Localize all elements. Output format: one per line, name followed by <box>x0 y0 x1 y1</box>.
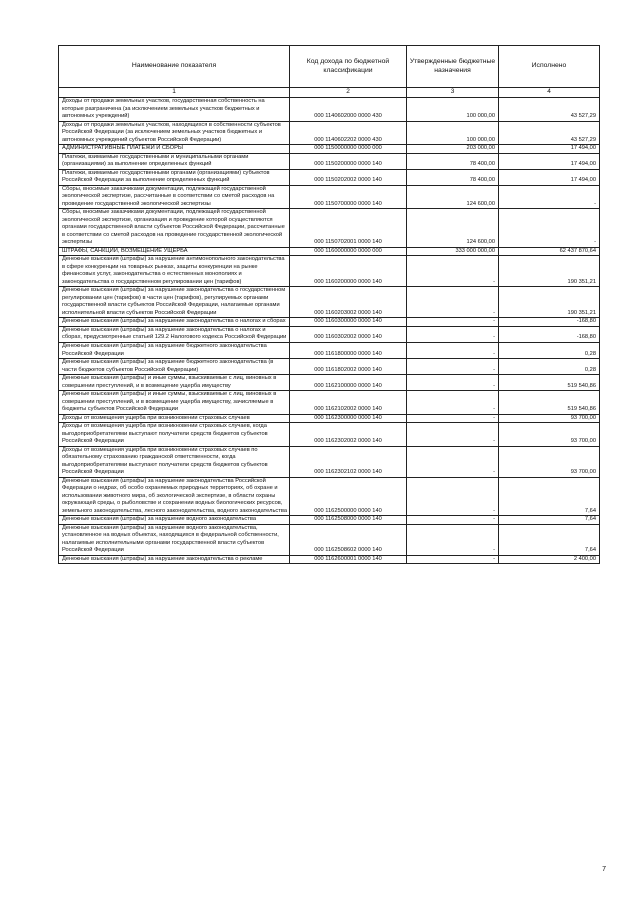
row-executed-cell: 93 700,00 <box>499 446 600 477</box>
row-code-cell: 000 1140602000 0000 430 <box>290 98 407 122</box>
column-number: 4 <box>499 88 600 98</box>
row-name-cell: Доходы от возмещения ущерба при возникновении страховых случаев <box>59 414 290 423</box>
table-row <box>59 446 600 477</box>
table-row <box>59 359 600 375</box>
row-approved-cell: - <box>407 524 499 555</box>
table-row <box>59 516 600 525</box>
header-indicator-name: Наименование показателя <box>59 46 290 88</box>
row-approved-cell: 124 600,00 <box>407 209 499 248</box>
table-row <box>59 256 600 287</box>
row-name-cell: Денежные взыскания (штрафы) за нарушение бюджетного законодательства (в части бюджетов субъектов Российской Федерации) <box>59 359 290 375</box>
row-executed-cell: - <box>499 185 600 209</box>
table-row <box>59 98 600 122</box>
row-code-cell: 000 1161800000 0000 140 <box>290 342 407 358</box>
row-approved-cell: - <box>407 555 499 564</box>
row-code-cell: 000 1140602202 0000 430 <box>290 121 407 145</box>
row-name-cell: Платежи, взимаемые государственными и муниципальными органами (организациями) за выполнение определенных функций <box>59 153 290 169</box>
row-code-cell: 000 1162100000 0000 140 <box>290 375 407 391</box>
table-row <box>59 326 600 342</box>
row-approved-cell: - <box>407 375 499 391</box>
row-executed-cell: 17 494,00 <box>499 169 600 185</box>
row-name-cell: Доходы от продажи земельных участков, государственная собственность на которые разграничена (за исключением земельных участков бюджетных и автономных учреждений) <box>59 98 290 122</box>
row-code-cell: 000 1150702001 0000 140 <box>290 209 407 248</box>
row-approved-cell: - <box>407 516 499 525</box>
row-name-cell: Сборы, вносимые заказчиками документации, подлежащей государственной экологической экспертизе, организация и проведение которой осуществляются органами государственной власти субъектов Российской Федерации, рассчитанные в соответствии со сметой расходов на проведение государственной экологической экспертизы <box>59 209 290 248</box>
row-code-cell: 000 1162508602 0000 140 <box>290 524 407 555</box>
row-code-cell: 000 1150000000 0000 000 <box>290 145 407 154</box>
row-executed-cell: 2 400,00 <box>499 555 600 564</box>
revenue-table <box>58 45 600 564</box>
row-name-cell: Денежные взыскания (штрафы) за нарушение законодательства о налогах и сборах, предусмотренные статьей 129.2 Налогового кодекса Российской Федерации <box>59 326 290 342</box>
table-row <box>59 477 600 516</box>
row-approved-cell: - <box>407 414 499 423</box>
row-code-cell: 000 1150202002 0000 140 <box>290 169 407 185</box>
row-executed-cell: 7,64 <box>499 516 600 525</box>
row-code-cell: 000 1150200000 0000 140 <box>290 153 407 169</box>
row-approved-cell: 78 400,00 <box>407 169 499 185</box>
row-executed-cell: 93 700,00 <box>499 423 600 447</box>
row-approved-cell: - <box>407 318 499 327</box>
row-code-cell: 000 1162500000 0000 140 <box>290 477 407 516</box>
row-executed-cell: 17 494,00 <box>499 153 600 169</box>
row-code-cell: 000 1150700000 0000 140 <box>290 185 407 209</box>
row-executed-cell: 43 527,29 <box>499 121 600 145</box>
row-code-cell: 000 1162300000 0000 140 <box>290 414 407 423</box>
row-name-cell: Платежи, взимаемые государственными органами (организациями) субъектов Российской Федерации за выполнение определенных функций <box>59 169 290 185</box>
row-name-cell: Денежные взыскания (штрафы) за нарушение водного законодательства, установленное на водных объектах, находящихся в федеральной собственности, налагаемые исполнительными органами государственной власти субъектов Российской Федерации <box>59 524 290 555</box>
table-row <box>59 555 600 564</box>
row-approved-cell: - <box>407 423 499 447</box>
row-approved-cell: 78 400,00 <box>407 153 499 169</box>
table-row <box>59 185 600 209</box>
row-name-cell: Доходы от возмещения ущерба при возникновении страховых случаев по обязательному страхованию гражданской ответственности, когда выгодоприобретателями выступают получатели средств бюджетов субъектов Российской Федерации <box>59 446 290 477</box>
table-row <box>59 287 600 318</box>
table-row <box>59 342 600 358</box>
row-name-cell: АДМИНИСТРАТИВНЫЕ ПЛАТЕЖИ И СБОРЫ <box>59 145 290 154</box>
row-code-cell: 000 1160200000 0000 140 <box>290 256 407 287</box>
table-row <box>59 153 600 169</box>
row-code-cell: 000 1162600001 0000 140 <box>290 555 407 564</box>
row-executed-cell: 93 700,00 <box>499 414 600 423</box>
row-executed-cell: 7,64 <box>499 524 600 555</box>
row-executed-cell: -168,80 <box>499 326 600 342</box>
table-row <box>59 391 600 415</box>
table-body <box>59 98 600 564</box>
row-code-cell: 000 1162302102 0000 140 <box>290 446 407 477</box>
row-name-cell: Денежные взыскания (штрафы) и иные суммы, взыскиваемые с лиц, виновных в совершении преступлений, и в возмещение ущерба имуществу <box>59 375 290 391</box>
row-code-cell: 000 1160203002 0000 140 <box>290 287 407 318</box>
row-executed-cell: 519 540,86 <box>499 391 600 415</box>
row-name-cell: Денежные взыскания (штрафы) за нарушение водного законодательства <box>59 516 290 525</box>
row-approved-cell: - <box>407 256 499 287</box>
row-executed-cell: 7,64 <box>499 477 600 516</box>
row-approved-cell: 100 000,00 <box>407 98 499 122</box>
table-row <box>59 414 600 423</box>
header-approved: Утвержденные бюджетные назначения <box>407 46 499 88</box>
row-executed-cell: - <box>499 209 600 248</box>
row-code-cell: 000 1160000000 0000 000 <box>290 247 407 256</box>
column-number: 2 <box>290 88 407 98</box>
table-row <box>59 375 600 391</box>
row-approved-cell: - <box>407 359 499 375</box>
row-approved-cell: - <box>407 326 499 342</box>
row-approved-cell: - <box>407 287 499 318</box>
table-row <box>59 209 600 248</box>
column-number-row <box>59 88 600 98</box>
row-code-cell: 000 1162102002 0000 140 <box>290 391 407 415</box>
row-name-cell: Денежные взыскания (штрафы) и иные суммы, взыскиваемые с лиц, виновных в совершении преступлений, и в возмещение ущерба имуществу, зачисляемые в бюджеты субъектов Российской Федерации <box>59 391 290 415</box>
row-code-cell: 000 1162302002 0000 140 <box>290 423 407 447</box>
row-executed-cell: -168,80 <box>499 318 600 327</box>
row-name-cell: Денежные взыскания (штрафы) за нарушение законодательства о государственном регулировании цен (тарифов) в части цен (тарифов), регулируемых органами государственной власти субъектов Российской Федерации, налагаемые органами исполнительной власти субъектов Российской Федерации <box>59 287 290 318</box>
header-income-code: Код дохода по бюджетной классификации <box>290 46 407 88</box>
column-number: 3 <box>407 88 499 98</box>
row-code-cell: 000 1161802002 0000 140 <box>290 359 407 375</box>
page-number: 7 <box>602 866 606 873</box>
row-code-cell: 000 1160300000 0000 140 <box>290 318 407 327</box>
row-executed-cell: 0,28 <box>499 359 600 375</box>
row-executed-cell: 519 540,86 <box>499 375 600 391</box>
row-executed-cell: 43 527,29 <box>499 98 600 122</box>
row-name-cell: Денежные взыскания (штрафы) за нарушение бюджетного законодательства Российской Федерации <box>59 342 290 358</box>
row-approved-cell: - <box>407 477 499 516</box>
table-row <box>59 318 600 327</box>
table-row <box>59 121 600 145</box>
row-executed-cell: 190 351,21 <box>499 256 600 287</box>
row-executed-cell: 190 351,21 <box>499 287 600 318</box>
row-executed-cell: 17 494,00 <box>499 145 600 154</box>
row-name-cell: Доходы от возмещения ущерба при возникновении страховых случаев, когда выгодоприобретателями выступают получатели средств бюджетов субъектов Российской Федерации <box>59 423 290 447</box>
table-row <box>59 423 600 447</box>
row-approved-cell: 333 000 000,00 <box>407 247 499 256</box>
row-name-cell: Сборы, вносимые заказчиками документации, подлежащей государственной экологической экспертизе, рассчитанные в соответствии со сметой расходов на проведение государственной экологической экспертизы <box>59 185 290 209</box>
row-code-cell: 000 1160302002 0000 140 <box>290 326 407 342</box>
table-header-row <box>59 46 600 88</box>
row-approved-cell: 124 600,00 <box>407 185 499 209</box>
row-approved-cell: - <box>407 391 499 415</box>
row-code-cell: 000 1162508000 0000 140 <box>290 516 407 525</box>
row-name-cell: Денежные взыскания (штрафы) за нарушение антимонопольного законодательства в сфере конкуренции на товарных рынках, защиты конкуренции на рынке финансовых услуг, законодательства о естественных монополиях и законодательства о государственном регулировании цен (тарифов) <box>59 256 290 287</box>
row-name-cell: Денежные взыскания (штрафы) за нарушение законодательства о рекламе <box>59 555 290 564</box>
row-name-cell: Денежные взыскания (штрафы) за нарушение законодательства о налогах и сборах <box>59 318 290 327</box>
column-number: 1 <box>59 88 290 98</box>
row-name-cell: Денежные взыскания (штрафы) за нарушение законодательства Российской Федерации о недрах, об особо охраняемых природных территориях, об охране и использовании животного мира, об экологической экспертизе, в области охраны окружающей среды, о рыболовстве и сохранении водных биологических ресурсов, земельного законодательства, лесного законодательства, водного законодательства <box>59 477 290 516</box>
table-row <box>59 524 600 555</box>
header-executed: Исполнено <box>499 46 600 88</box>
row-approved-cell: - <box>407 446 499 477</box>
row-name-cell: Доходы от продажи земельных участков, находящихся в собственности субъектов Российской Федерации (за исключением земельных участков бюджетных и автономных учреждений субъектов Российской Федерации) <box>59 121 290 145</box>
row-approved-cell: - <box>407 342 499 358</box>
table-row <box>59 169 600 185</box>
row-executed-cell: 0,28 <box>499 342 600 358</box>
table-row <box>59 247 600 256</box>
table-row <box>59 145 600 154</box>
row-executed-cell: 62 437 870,64 <box>499 247 600 256</box>
row-approved-cell: 203 000,00 <box>407 145 499 154</box>
row-name-cell: ШТРАФЫ, САНКЦИИ, ВОЗМЕЩЕНИЕ УЩЕРБА <box>59 247 290 256</box>
row-approved-cell: 100 000,00 <box>407 121 499 145</box>
